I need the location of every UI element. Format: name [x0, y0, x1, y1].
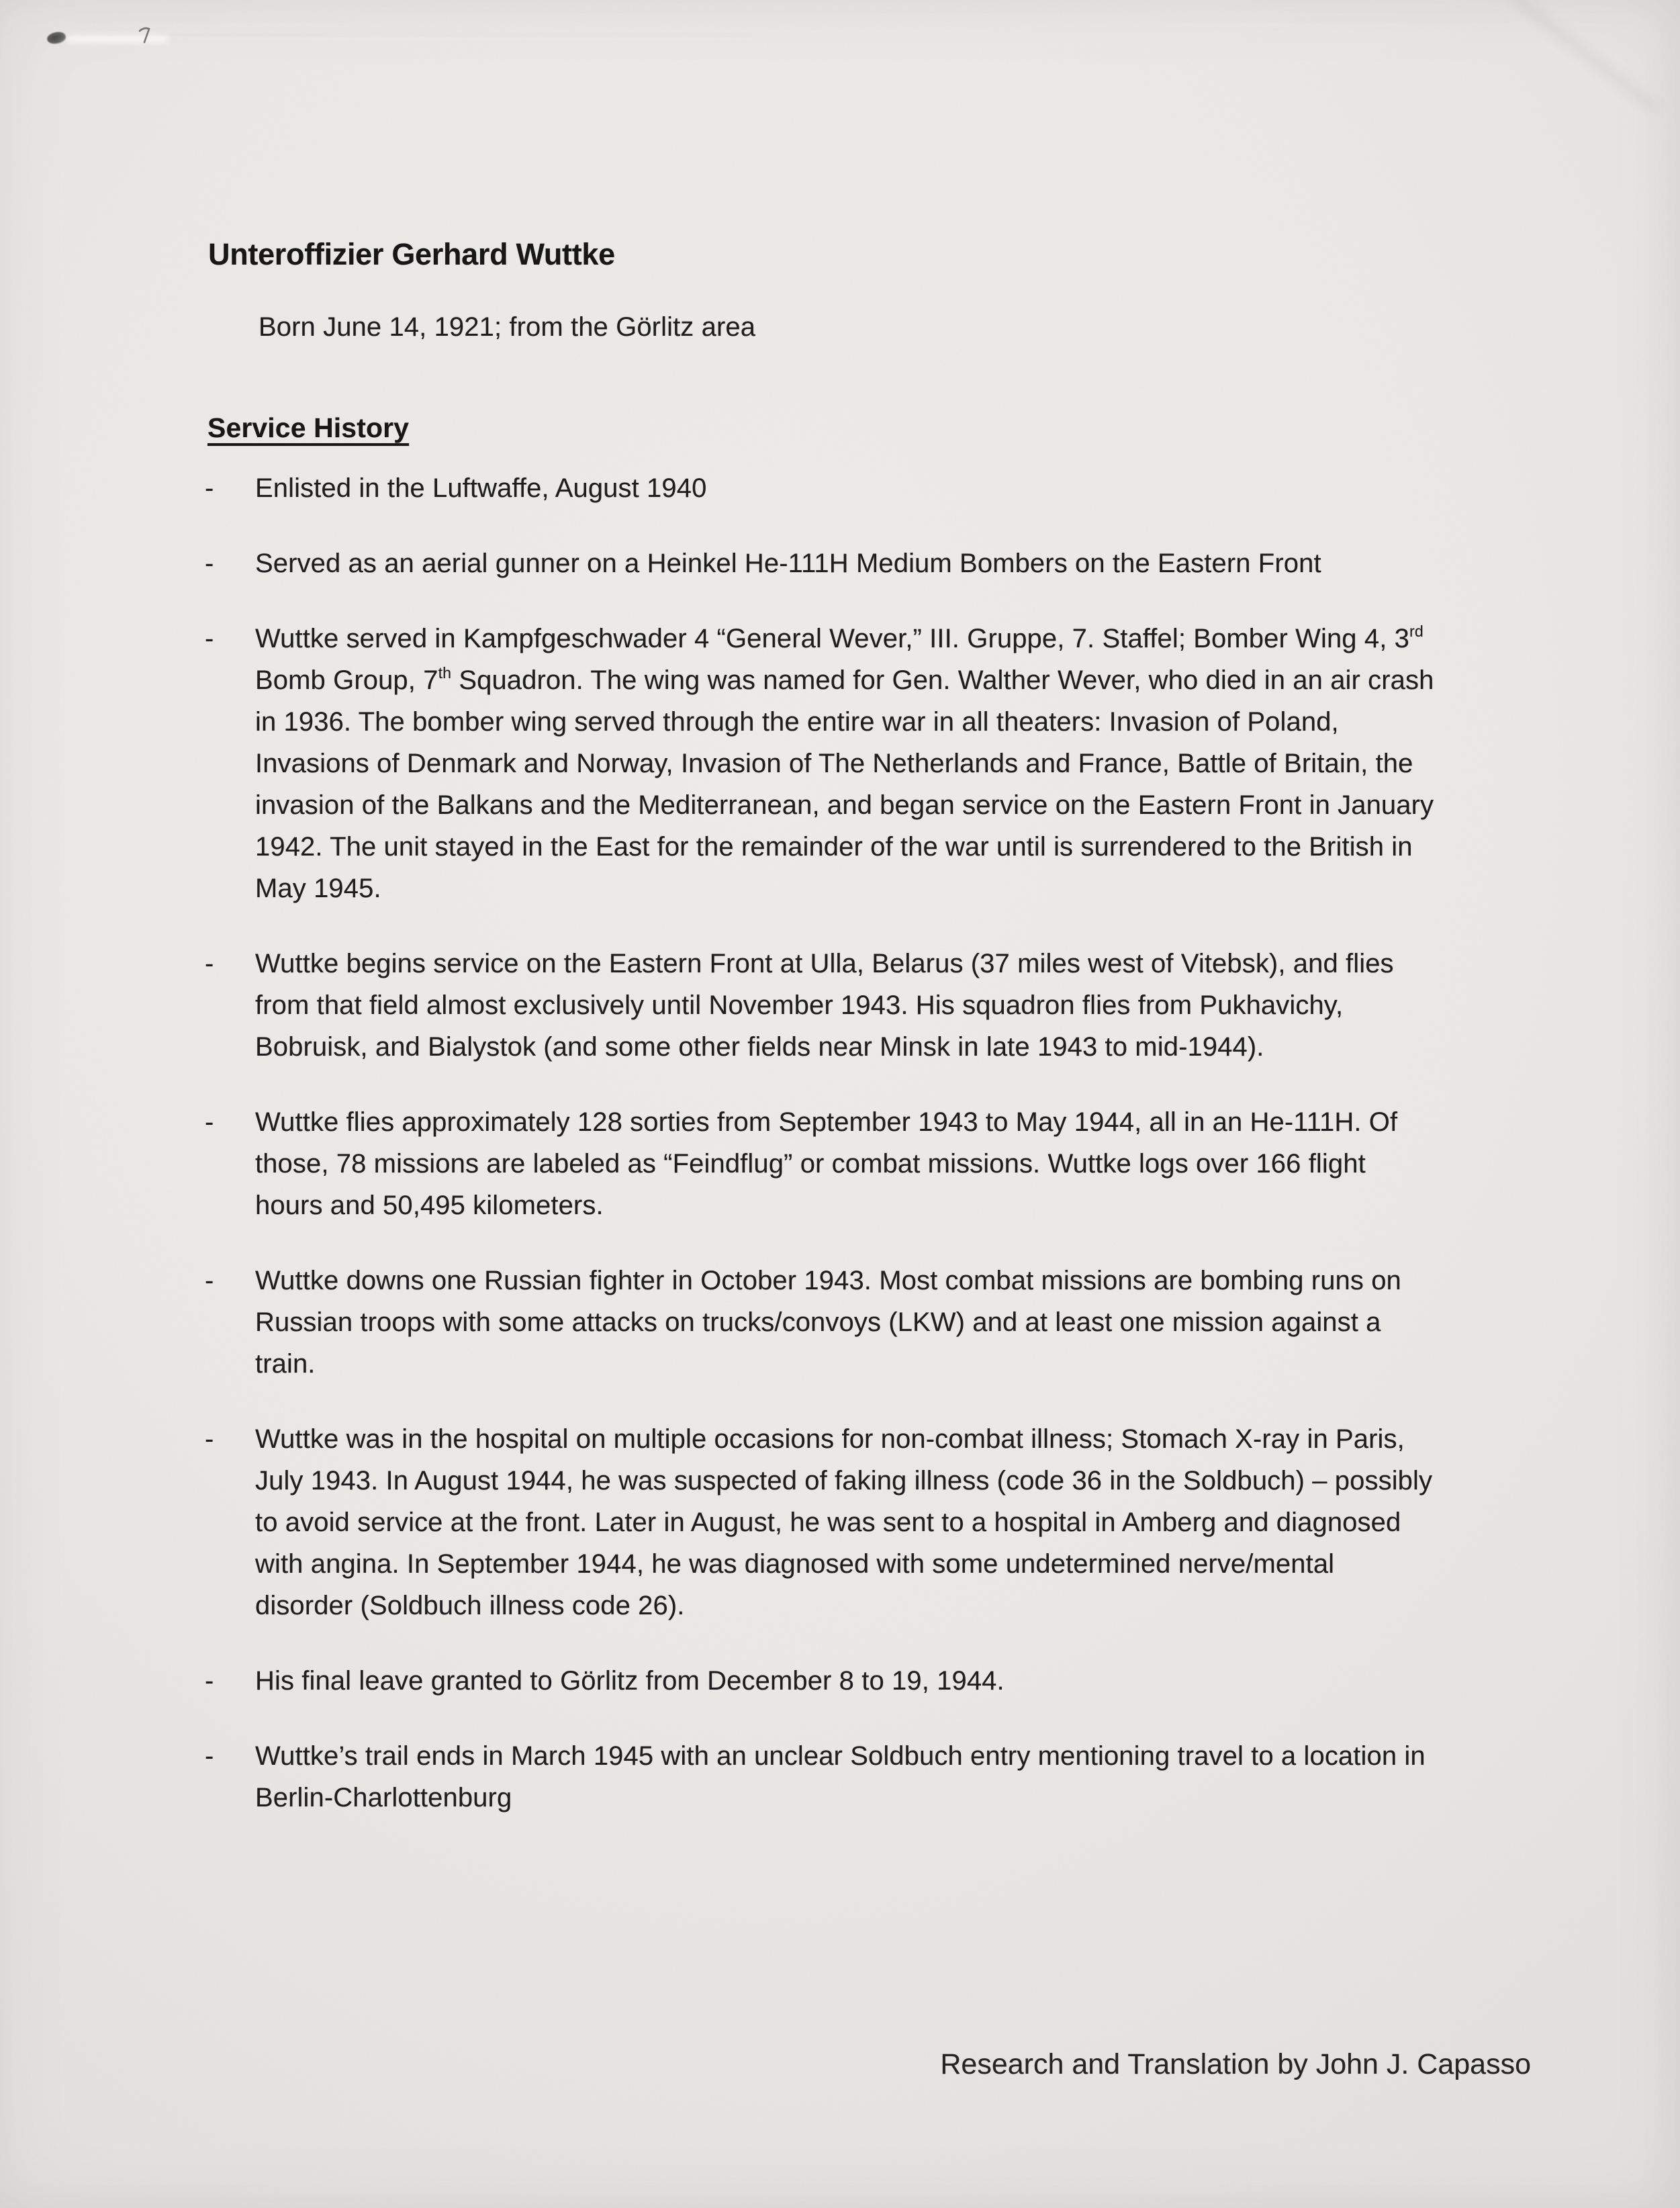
bullet-marker: - [205, 549, 214, 578]
ordinal-superscript: rd [1409, 623, 1424, 640]
pencil-mark-icon [46, 30, 66, 46]
paper-crease [1508, 0, 1662, 118]
bullet-marker: - [205, 624, 214, 653]
birth-line: Born June 14, 1921; from the Görlitz area [259, 312, 756, 342]
eraser-smudge [67, 35, 168, 43]
list-item [205, 1260, 1437, 1385]
list-item [205, 467, 1437, 509]
section-heading: Service History [207, 412, 410, 443]
bullet-marker: - [205, 949, 214, 978]
list-item [205, 543, 1437, 584]
bullet-marker: - [205, 1107, 214, 1137]
bullet-text: Wuttke begins service on the Eastern Front at Ulla, Belarus (37 miles west of Vitebsk), and flies from that field almost exclusively until November 1943. His squadron flies from Pukhavichy, Bobruisk, and Bialystok (and some other fields near Minsk in late 1943 to mid-1944). [255, 949, 1394, 1062]
list-item [205, 1660, 1437, 1702]
list-item [205, 618, 1437, 909]
credit-line: Research and Translation by John J. Capasso [940, 2048, 1531, 2080]
bullet-text: Wuttke was in the hospital on multiple occasions for non-combat illness; Stomach X-ray in Paris, July 1943. In August 1944, he was suspected of faking illness (code 36 in the Soldbuch) – possibly to avoid service at the front. Later in August, he was sent to a hospital in Amberg and diagnosed with angina. In September 1944, he was diagnosed with some undetermined nerve/mental disorder (Soldbuch illness code 26). [255, 1424, 1433, 1620]
ordinal-superscript: th [438, 664, 452, 682]
bullet-text: Enlisted in the Luftwaffe, August 1940 [255, 473, 707, 503]
bullet-text-segment: Wuttke served in Kampfgeschwader 4 “General Wever,” III. Gruppe, 7. Staffel; Bomber Wing 4, 3 [255, 624, 1409, 653]
bullet-text: Wuttke flies approximately 128 sorties from September 1943 to May 1944, all in an He-111H. Of those, 78 missions are labeled as “Feindflug” or combat missions. Wuttke logs over 166 flight hours and 50,495 kilometers. [255, 1107, 1398, 1220]
bullet-marker: - [205, 1666, 214, 1696]
bullet-text-segment: Squadron. The wing was named for Gen. Walther Wever, who died in an air crash in 1936. The bomber wing served through the entire war in all theaters: Invasion of Poland, Invasions of Denmark and Norway, Invasion of The Netherlands and France, Battle of Britain, the invasion of the Balkans and the Mediterranean, and began service on the Eastern Front in January 1942. The unit stayed in the East for the remainder of the war until is surrendered to the British in May 1945. [255, 665, 1434, 903]
bullet-text-segment: Bomb Group, 7 [255, 665, 438, 695]
service-history-list [205, 467, 1437, 1819]
bullet-marker: - [205, 473, 214, 503]
bullet-marker: - [205, 1266, 214, 1295]
list-item [205, 1735, 1437, 1819]
document-body [205, 234, 1437, 1852]
list-item [205, 1101, 1437, 1226]
bullet-text [255, 618, 1437, 909]
bullet-text: Served as an aerial gunner on a Heinkel He-111H Medium Bombers on the Eastern Front [255, 549, 1321, 578]
bullet-marker: - [205, 1741, 214, 1771]
bullet-text: His final leave granted to Görlitz from December 8 to 19, 1944. [255, 1666, 1005, 1696]
list-item [205, 1418, 1437, 1626]
list-item [205, 943, 1437, 1068]
bullet-text: Wuttke’s trail ends in March 1945 with an unclear Soldbuch entry mentioning travel to a location in Berlin-Charlottenburg [255, 1741, 1426, 1812]
page-title: Unteroffizier Gerhard Wuttke [208, 237, 615, 271]
bullet-marker: - [205, 1424, 214, 1454]
bullet-text: Wuttke downs one Russian fighter in October 1943. Most combat missions are bombing runs on Russian troops with some attacks on trucks/convoys (LKW) and at least one mission against a train. [255, 1266, 1401, 1379]
pencil-tick-icon [138, 26, 152, 46]
